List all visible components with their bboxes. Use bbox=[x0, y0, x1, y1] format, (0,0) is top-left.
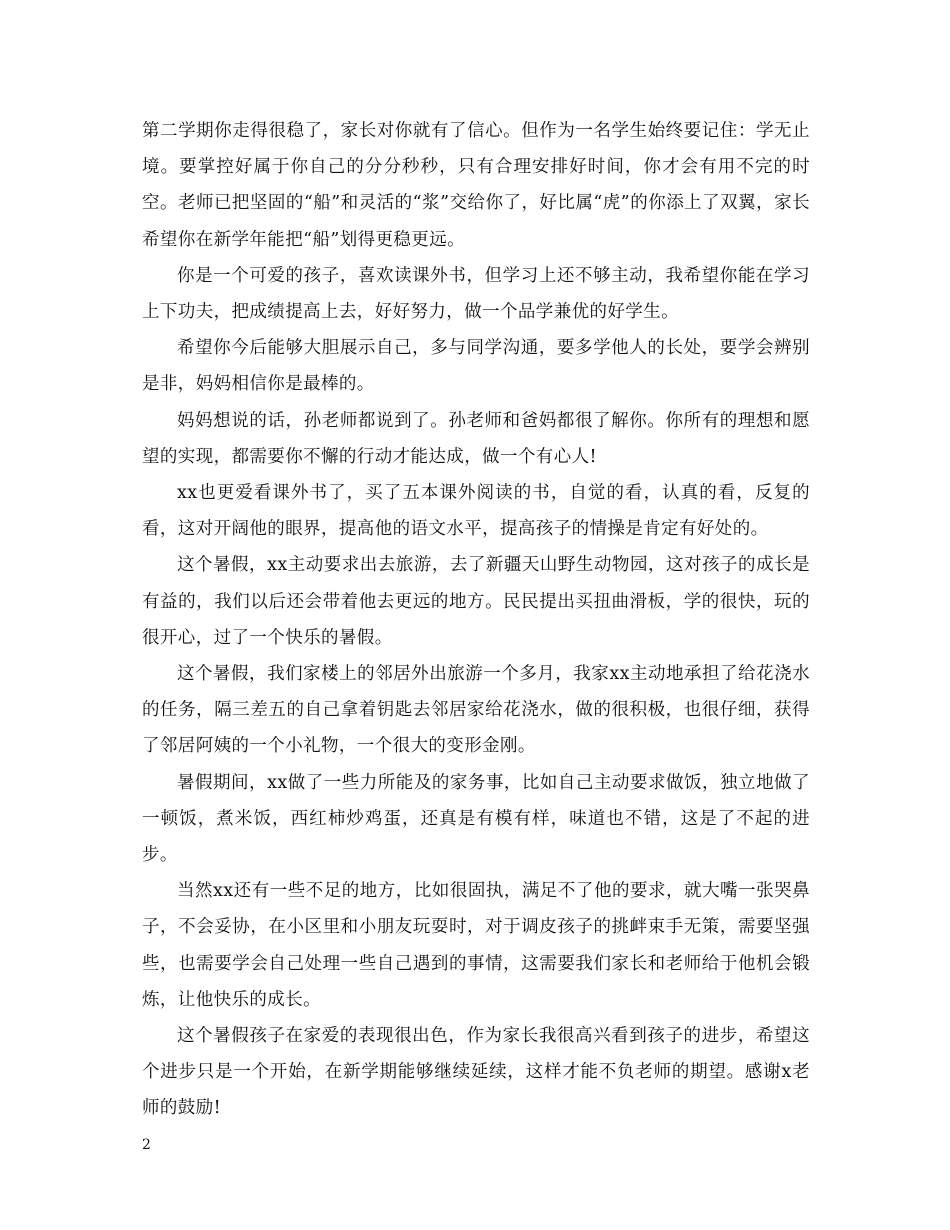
paragraph: 当然xx还有一些不足的地方，比如很固执，满足不了他的要求，就大嘴一张哭鼻子，不会妥协，在小区里和小朋友玩耍时，对于调皮孩子的挑衅束手无策，需要坚强些，也需要学会自己处理一些自己遇到的事情，这需要我们家长和老师给于他机会锻炼，让他快乐的成长。 bbox=[142, 881, 810, 1010]
paragraph: 你是一个可爱的孩子，喜欢读课外书，但学习上还不够主动，我希望你能在学习上下功夫，把成绩提高上去，好好努力，做一个品学兼优的好学生。 bbox=[142, 265, 810, 323]
paragraph: 暑假期间，xx做了一些力所能及的家务事，比如自己主动要求做饭，独立地做了一顿饭，煮米饭，西红柿炒鸡蛋，还真是有模有样，味道也不错，这是了不起的进步。 bbox=[142, 772, 810, 866]
document-body bbox=[142, 113, 810, 1127]
paragraph: 这个暑假，我们家楼上的邻居外出旅游一个多月，我家xx主动地承担了给花浇水的任务，隔三差五的自己拿着钥匙去邻居家给花浇水，做的很积极，也很仔细，获得了邻居阿姨的一个小礼物，一个很大的变形金刚。 bbox=[142, 664, 810, 757]
paragraph: 第二学期你走得很稳了，家长对你就有了信心。但作为一名学生始终要记住：学无止境。要掌控好属于你自己的分分秒秒，只有合理安排好时间，你才会有用不完的时空。老师已把坚固的“船”和灵活的“浆”交给你了，好比属“虎”的你添上了双翼，家长希望你在新学年能把“船”划得更稳更远。 bbox=[142, 121, 810, 250]
paragraph: 希望你今后能够大胆展示自己，多与同学沟通，要多学他人的长处，要学会辨别是非，妈妈相信你是最棒的。 bbox=[142, 338, 810, 395]
paragraph: xx也更爱看课外书了，买了五本课外阅读的书，自觉的看，认真的看，反复的看，这对开阔他的眼界，提高他的语文水平，提高孩子的情操是肯定有好处的。 bbox=[142, 483, 810, 540]
paragraph: 妈妈想说的话，孙老师都说到了。孙老师和爸妈都很了解你。你所有的理想和愿望的实现，都需要你不懈的行动才能达成，做一个有心人! bbox=[142, 410, 810, 467]
paragraph: 这个暑假孩子在家爱的表现很出色，作为家长我很高兴看到孩子的进步，希望这个进步只是一个开始，在新学期能够继续延续，这样才能不负老师的期望。感谢x老师的鼓励! bbox=[142, 1026, 810, 1119]
page-number: 2 bbox=[142, 1137, 151, 1153]
paragraph: 这个暑假，xx主动要求出去旅游，去了新疆天山野生动物园，这对孩子的成长是有益的，我们以后还会带着他去更远的地方。民民提出买扭曲滑板，学的很快，玩的很开心，过了一个快乐的暑假。 bbox=[142, 555, 810, 648]
